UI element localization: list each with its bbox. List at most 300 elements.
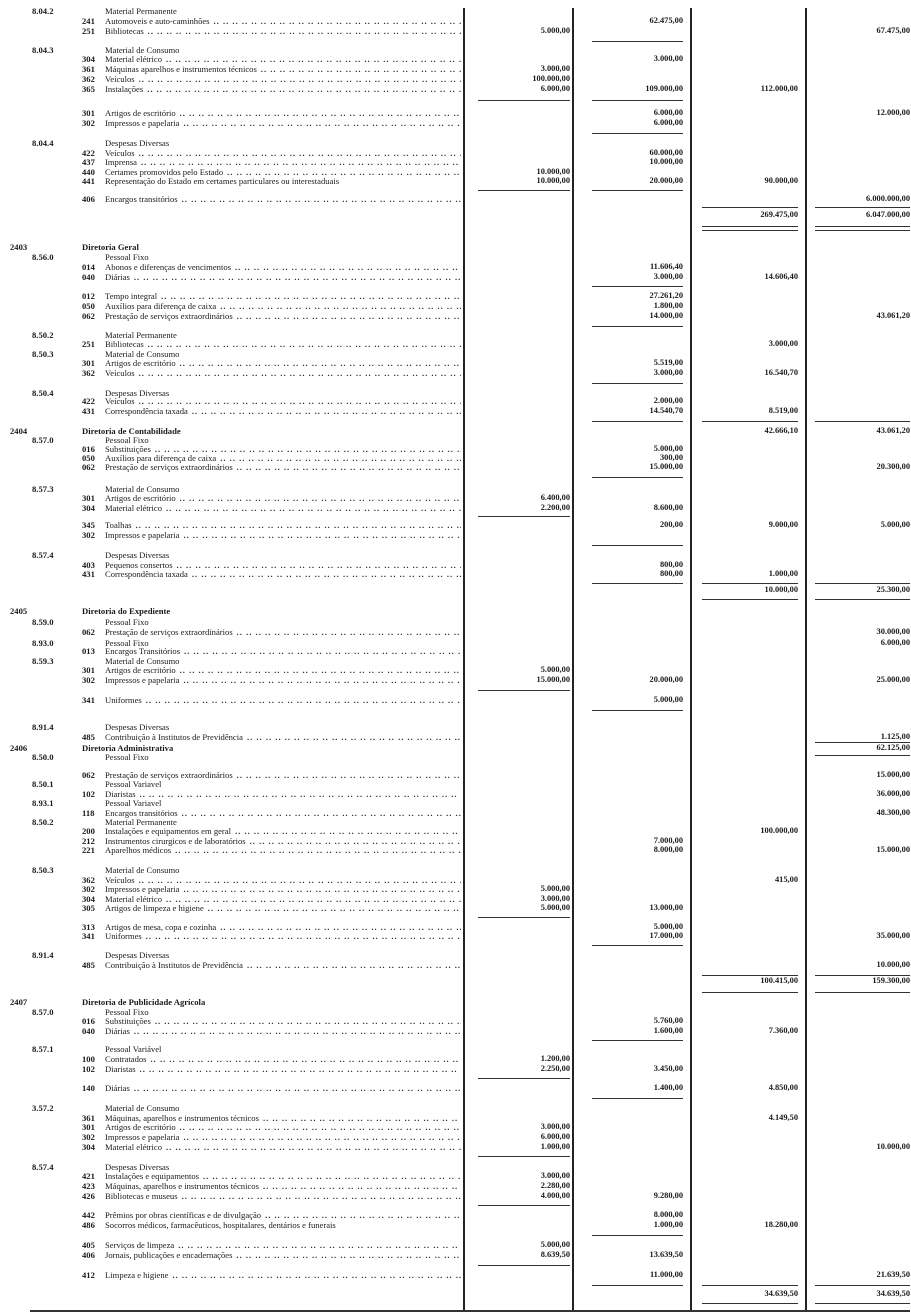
amount-col-1: 3.000,00 (540, 64, 570, 73)
amount-col-1: 5.000,00 (540, 665, 570, 674)
amount-col-3: 90.000,00 (764, 176, 798, 185)
item-description (105, 903, 461, 913)
table-row (0, 157, 911, 167)
unit-code: 8.57.0 (32, 435, 54, 445)
table-row (0, 1016, 911, 1026)
amount-col-4: 67.475,00 (876, 26, 910, 35)
dot-leader (142, 931, 461, 941)
item-code: 412 (82, 1270, 95, 1280)
amount-col-3: 16.540,70 (764, 368, 798, 377)
item-code: 304 (82, 54, 95, 64)
sum-rule (702, 975, 798, 976)
table-row (0, 1289, 911, 1299)
amount-col-2: 60.000,00 (649, 148, 683, 157)
item-description (105, 752, 461, 762)
description-text: Veículos (105, 396, 135, 406)
amount-col-4: 20.300,00 (876, 462, 910, 471)
unit-code: 8.04.2 (32, 6, 54, 16)
table-row (0, 1171, 911, 1181)
dot-leader (233, 462, 461, 472)
item-code: 013 (82, 646, 95, 656)
section-header-row (0, 779, 911, 789)
item-code: 305 (82, 903, 95, 913)
sum-rule (815, 1303, 910, 1304)
sum-rule (478, 1078, 570, 1079)
item-code: 014 (82, 262, 95, 272)
dot-leader (162, 54, 461, 64)
description-text: Veículos (105, 74, 135, 84)
dot-leader (179, 675, 461, 685)
item-code: 221 (82, 845, 95, 855)
table-row (0, 1054, 911, 1064)
item-description (105, 1220, 461, 1230)
table-row (0, 520, 911, 530)
sum-rule (592, 710, 683, 711)
description-text: Veículos (105, 148, 135, 158)
dot-leader (216, 301, 461, 311)
item-description (82, 997, 438, 1007)
dot-leader (199, 1171, 461, 1181)
amount-col-1: 4.000,00 (540, 1191, 570, 1200)
table-row (0, 569, 911, 579)
amount-col-3: 100.415,00 (760, 976, 798, 985)
table-row (0, 118, 911, 128)
description-text: Limpeza e higiene (105, 1270, 169, 1280)
description-text: Diretoria Administrativa (82, 743, 174, 753)
item-description (105, 1191, 461, 1201)
description-text: Material de Consumo (105, 865, 180, 875)
sum-rule (592, 477, 683, 478)
unit-code: 8.50.3 (32, 349, 54, 359)
amount-col-1: 2.280,00 (540, 1181, 570, 1190)
item-code: 040 (82, 1026, 95, 1036)
unit-code: 8.57.4 (32, 1162, 54, 1172)
description-text: Material de Consumo (105, 484, 180, 494)
item-description (105, 1122, 461, 1132)
amount-col-3: 415,00 (774, 875, 798, 884)
table-row (0, 396, 911, 406)
department-row (0, 606, 911, 616)
item-code: 012 (82, 291, 95, 301)
section-header-row (0, 722, 911, 732)
sum-rule (702, 207, 798, 208)
amount-col-3: 1.000,00 (768, 569, 798, 578)
description-text: Uniformes (105, 695, 142, 705)
amount-col-4: 25.300,00 (876, 585, 910, 594)
section-header-row (0, 865, 911, 875)
dot-leader (259, 1181, 461, 1191)
description-text: Jornais, publicações e encadernações (105, 1250, 233, 1260)
item-description (105, 16, 461, 26)
table-row (0, 530, 911, 540)
dot-leader (142, 695, 461, 705)
item-code: 341 (82, 931, 95, 941)
sum-rule (815, 755, 910, 756)
amount-col-4: 34.639,50 (876, 1289, 910, 1298)
unit-code: 8.50.2 (32, 817, 54, 827)
item-description (105, 722, 461, 732)
description-text: Prêmios por obras científicas e de divulgação (105, 1210, 262, 1220)
sum-rule (592, 133, 683, 134)
description-text: Despesas Diversas (105, 138, 170, 148)
sum-rule (702, 421, 798, 422)
amount-col-1: 15.000,00 (536, 675, 570, 684)
amount-col-2: 200,00 (659, 520, 683, 529)
dot-leader (151, 1016, 461, 1026)
dot-leader (157, 291, 461, 301)
amount-col-3: 4.850,00 (768, 1083, 798, 1092)
table-row (0, 976, 911, 986)
department-code: 2406 (10, 743, 28, 753)
description-text: Artigos de mesa, copa e cozinha (105, 922, 217, 932)
description-text: Tempo integral (105, 291, 158, 301)
description-text: Despesas Diversas (105, 550, 170, 560)
table-row (0, 646, 911, 656)
amount-col-2: 62.475,00 (649, 16, 683, 25)
description-text: Artigos de escritório (105, 665, 176, 675)
item-description (105, 627, 461, 637)
dot-leader (143, 84, 461, 94)
description-text: Automoveis e auto-caminhões (105, 16, 210, 26)
sum-rule (592, 41, 683, 42)
item-code: 422 (82, 396, 95, 406)
dot-leader (171, 845, 461, 855)
item-code: 304 (82, 1142, 95, 1152)
table-row (0, 1210, 911, 1220)
table-row (0, 903, 911, 913)
table-row (0, 272, 911, 282)
amount-col-2: 20.000,00 (649, 675, 683, 684)
amount-col-4: 15.000,00 (876, 770, 910, 779)
item-description (105, 118, 461, 128)
table-row (0, 16, 911, 26)
amount-col-3: 8.519,00 (768, 406, 798, 415)
description-text: Material elétrico (105, 54, 163, 64)
item-description (105, 74, 461, 84)
item-description (105, 396, 461, 406)
description-text: Impressos e papelaria (105, 530, 180, 540)
amount-col-2: 20.000,00 (649, 176, 683, 185)
table-row (0, 695, 911, 705)
description-text: Pessoal Fixo (105, 1007, 149, 1017)
description-text: Impressos e papelaria (105, 118, 180, 128)
amount-col-2: 13.639,50 (649, 1250, 683, 1259)
unit-code: 8.91.4 (32, 722, 54, 732)
dot-leader (179, 530, 461, 540)
amount-col-1: 10.000,00 (536, 167, 570, 176)
table-row (0, 84, 911, 94)
dot-leader (176, 1122, 461, 1132)
description-text: Artigos de limpeza e higiene (105, 903, 204, 913)
dot-leader (178, 194, 461, 204)
amount-col-1: 5.000,00 (540, 884, 570, 893)
item-code: 251 (82, 339, 95, 349)
sum-rule (815, 1285, 910, 1286)
unit-code: 8.50.3 (32, 865, 54, 875)
description-text: Contribuição à Institutos de Previdência (105, 960, 243, 970)
description-text: Bibliotecas e museus (105, 1191, 178, 1201)
description-text: Correspondência taxada (105, 406, 188, 416)
dot-leader (257, 64, 461, 74)
dot-leader (261, 1210, 461, 1220)
dot-leader (179, 118, 461, 128)
description-text: Prestação de serviços extraordinários (105, 627, 233, 637)
dot-leader (178, 1191, 461, 1201)
description-text: Instrumentos cirurgicos e de laboratórios (105, 836, 246, 846)
description-text: Artigos de escritório (105, 358, 176, 368)
item-code: 241 (82, 16, 95, 26)
item-description (105, 1270, 461, 1280)
sum-rule (592, 1040, 683, 1041)
item-description (105, 675, 461, 685)
item-description (105, 493, 461, 503)
item-description (105, 845, 461, 855)
description-text: Despesas Diversas (105, 950, 170, 960)
table-row (0, 54, 911, 64)
item-description (105, 54, 461, 64)
item-code: 304 (82, 503, 95, 513)
description-text: Diaristas (105, 1064, 136, 1074)
table-row (0, 339, 911, 349)
dot-leader (176, 493, 461, 503)
sum-rule (592, 945, 683, 946)
dot-leader (168, 1270, 461, 1280)
table-row (0, 1191, 911, 1201)
dot-leader (162, 1142, 461, 1152)
sum-rule (702, 226, 798, 227)
table-row (0, 503, 911, 513)
item-description (105, 26, 461, 36)
item-code: 301 (82, 1122, 95, 1132)
amount-col-2: 3.000,00 (653, 368, 683, 377)
dot-leader (135, 396, 461, 406)
amount-col-2: 800,00 (659, 569, 683, 578)
table-row (0, 1142, 911, 1152)
table-row (0, 931, 911, 941)
table-row (0, 210, 911, 220)
item-description (105, 646, 461, 656)
item-code: 200 (82, 826, 95, 836)
amount-col-2: 5.519,00 (653, 358, 683, 367)
description-text: Veículos (105, 875, 135, 885)
amount-col-1: 3.000,00 (540, 1171, 570, 1180)
description-text: Diretoria Geral (82, 242, 139, 252)
item-description (105, 617, 461, 627)
item-description (105, 194, 461, 204)
amount-col-4: 12.000,00 (876, 108, 910, 117)
amount-col-2: 17.000,00 (649, 931, 683, 940)
amount-col-4: 15.000,00 (876, 845, 910, 854)
amount-col-4: 62.125,00 (876, 743, 910, 752)
amount-col-2: 109.000,00 (645, 84, 683, 93)
description-text: Pessoal Fixo (105, 252, 149, 262)
amount-col-3: 10.000,00 (764, 585, 798, 594)
description-text: Pessoal Fixo (105, 752, 149, 762)
sum-rule (815, 226, 910, 227)
description-text: Material elétrico (105, 1142, 163, 1152)
sum-rule (478, 690, 570, 691)
description-text: Uniformes (105, 931, 142, 941)
unit-code: 8.57.4 (32, 550, 54, 560)
item-code: 441 (82, 176, 95, 186)
sum-rule (592, 1098, 683, 1099)
amount-col-2: 8.000,00 (653, 1210, 683, 1219)
item-code: 302 (82, 1132, 95, 1142)
item-code: 102 (82, 789, 95, 799)
item-description (105, 503, 461, 513)
item-description (105, 1083, 461, 1093)
sum-rule (592, 545, 683, 546)
item-description (105, 530, 461, 540)
amount-col-1: 3.000,00 (540, 1122, 570, 1131)
amount-col-4: 36.000,00 (876, 789, 910, 798)
amount-col-3: 7.360,00 (768, 1026, 798, 1035)
dot-leader (243, 960, 461, 970)
item-code: 050 (82, 453, 95, 463)
description-text: Artigos de escritório (105, 1122, 176, 1132)
description-text: Diretoria de Publicidade Agrícola (82, 997, 206, 1007)
item-code: 421 (82, 1171, 95, 1181)
item-description (105, 732, 461, 742)
table-row (0, 462, 911, 472)
table-row (0, 64, 911, 74)
amount-col-2: 3.000,00 (653, 272, 683, 281)
description-text: Bibliotecas (105, 26, 144, 36)
table-row (0, 358, 911, 368)
sum-rule (702, 583, 798, 584)
description-text: Máquinas aparelhos e instrumentos técnicos (105, 64, 257, 74)
item-code: 406 (82, 1250, 95, 1260)
amount-col-1: 2.250,00 (540, 1064, 570, 1073)
dot-leader (233, 311, 461, 321)
description-text: Material elétrico (105, 503, 163, 513)
item-description (105, 272, 461, 282)
sum-rule (815, 583, 910, 584)
description-text: Veículos (105, 368, 135, 378)
table-row (0, 368, 911, 378)
amount-col-2: 6.000,00 (653, 118, 683, 127)
sum-rule (592, 286, 683, 287)
amount-col-2: 3.000,00 (653, 54, 683, 63)
dot-leader (231, 826, 461, 836)
amount-col-2: 9.280,00 (653, 1191, 683, 1200)
item-code: 426 (82, 1191, 95, 1201)
sum-rule (702, 992, 798, 993)
item-description (82, 242, 438, 252)
item-description (105, 1044, 461, 1054)
table-row (0, 585, 911, 595)
amount-col-1: 2.200,00 (540, 503, 570, 512)
amount-col-2: 1.600,00 (653, 1026, 683, 1035)
section-header-row (0, 550, 911, 560)
amount-col-2: 11.000,00 (649, 1270, 683, 1279)
item-description (105, 1054, 461, 1064)
item-description (105, 252, 461, 262)
table-row (0, 627, 911, 637)
item-code: 431 (82, 406, 95, 416)
table-row (0, 1250, 911, 1260)
dot-leader (243, 732, 461, 742)
item-code: 423 (82, 1181, 95, 1191)
item-code: 405 (82, 1240, 95, 1250)
amount-col-2: 14.000,00 (649, 311, 683, 320)
dot-leader (174, 1240, 461, 1250)
amount-col-2: 14.540,70 (649, 406, 683, 415)
item-description (105, 64, 461, 74)
item-code: 301 (82, 665, 95, 675)
dot-leader (176, 108, 461, 118)
department-code: 2404 (10, 426, 28, 436)
item-code: 362 (82, 74, 95, 84)
unit-code: 8.59.3 (32, 656, 54, 666)
table-row (0, 194, 911, 204)
item-description (105, 779, 461, 789)
description-text: Diretoria do Expediente (82, 606, 171, 616)
description-text: Pequenos consertos (105, 560, 173, 570)
table-row (0, 262, 911, 272)
table-row (0, 26, 911, 36)
amount-col-2: 8.000,00 (653, 845, 683, 854)
item-code: 442 (82, 1210, 95, 1220)
item-code: 362 (82, 368, 95, 378)
amount-col-1: 8.639,50 (540, 1250, 570, 1259)
page-bottom-rule (30, 1310, 910, 1312)
amount-col-2: 10.000,00 (649, 157, 683, 166)
dot-leader (130, 1083, 461, 1093)
description-text: Pessoal Variável (105, 1044, 162, 1054)
table-row (0, 665, 911, 675)
item-description (105, 358, 461, 368)
department-code: 2407 (10, 997, 28, 1007)
description-text: Artigos de escritório (105, 493, 176, 503)
sum-rule (815, 421, 910, 422)
table-row (0, 1240, 911, 1250)
amount-col-4: 48.300,00 (876, 808, 910, 817)
item-code: 431 (82, 569, 95, 579)
description-text: Material Permanente (105, 817, 177, 827)
item-code: 313 (82, 922, 95, 932)
unit-code: 8.93.0 (32, 638, 54, 648)
description-text: Pessoal Variavel (105, 798, 162, 808)
section-header-row (0, 252, 911, 262)
item-code: 100 (82, 1054, 95, 1064)
item-description (105, 950, 461, 960)
sum-rule (592, 190, 683, 191)
table-row (0, 108, 911, 118)
description-text: Instalações e equipamentos em geral (105, 826, 231, 836)
amount-col-1: 1.200,00 (540, 1054, 570, 1063)
dot-leader (233, 627, 461, 637)
item-description (82, 606, 438, 616)
amount-col-3: 100.000,00 (760, 826, 798, 835)
description-text: Auxílios para diferença de caixa (105, 301, 217, 311)
item-description (105, 157, 461, 167)
section-header-row (0, 6, 911, 16)
dot-leader (144, 26, 461, 36)
amount-col-4: 5.000,00 (880, 520, 910, 529)
item-description (105, 826, 461, 836)
item-code: 062 (82, 770, 95, 780)
item-code: 302 (82, 530, 95, 540)
description-text: Diárias (105, 1026, 130, 1036)
amount-col-1: 100.000,00 (532, 74, 570, 83)
table-row (0, 960, 911, 970)
description-text: Toalhas (105, 520, 132, 530)
unit-code: 8.93.1 (32, 798, 54, 808)
table-row (0, 493, 911, 503)
item-code: 486 (82, 1220, 95, 1230)
description-text: Representação do Estado em certames particulares ou interestaduais (105, 176, 340, 186)
